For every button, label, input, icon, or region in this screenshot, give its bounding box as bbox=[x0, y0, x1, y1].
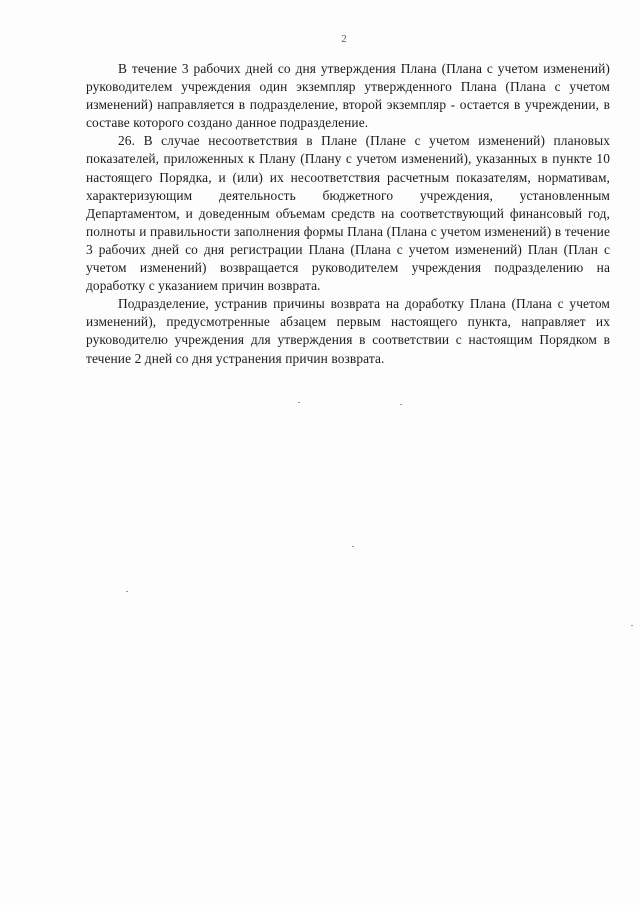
page-number: 2 bbox=[341, 33, 347, 45]
scan-speck bbox=[400, 404, 402, 405]
scan-speck bbox=[352, 546, 354, 547]
scan-speck bbox=[631, 625, 633, 626]
scan-speck bbox=[126, 591, 128, 592]
paragraph-approval-copies: В течение 3 рабочих дней со дня утверждения Плана (Плана с учетом изменений) руководителем учреждения один экземпляр утвержденного Плана (Плана с учетом изменений) направляется в подразделение, второй экземпляр - остается в учреждении, в составе которого создано данное подразделение. bbox=[86, 61, 610, 131]
paragraph-subdivision-return: Подразделение, устранив причины возврата на доработку Плана (Плана с учетом изменений), предусмотренные абзацем первым настоящего пункта, направляет их руководителю учреждения для утверждения в соответствии с настоящим Порядком в течение 2 дней со дня устранения причин возврата. bbox=[86, 296, 610, 366]
scan-speck bbox=[298, 402, 300, 403]
document-body bbox=[86, 60, 610, 368]
paragraph-item-26: 26. В случае несоответствия в Плане (Плане с учетом изменений) плановых показателей, приложенных к Плану (Плану с учетом изменений), указанных в пункте 10 настоящего Порядка, и (или) их несоответствия расчетным показателям, нормативам, характеризующим деятельность бюджетного учреждения, установленным Департаментом, и доведенным объемам средств на соответствующий финансовый год, полноты и правильности заполнения формы Плана (Плана с учетом изменений) в течение 3 рабочих дней со дня регистрации Плана (Плана с учетом изменений) План (План с учетом изменений) возвращается руководителем учреждения подразделению на доработку с указанием причин возврата. bbox=[86, 133, 610, 294]
